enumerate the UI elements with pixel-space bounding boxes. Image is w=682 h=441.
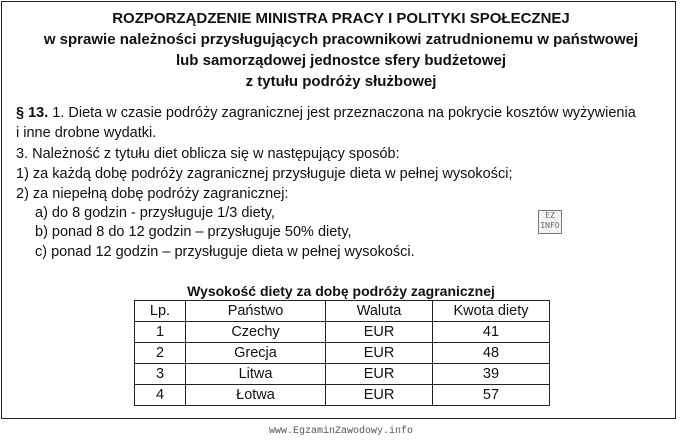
paragraph-3-point-2: 2) za niepełną dobę podróży zagranicznej: bbox=[16, 186, 289, 202]
header-currency: Waluta bbox=[326, 301, 433, 322]
cell-country: Łotwa bbox=[186, 385, 326, 406]
regulation-subtitle-line3: z tytułu podróży służbowej bbox=[245, 73, 437, 90]
per-diem-table bbox=[134, 300, 550, 406]
cell-amount: 39 bbox=[433, 364, 550, 385]
cell-currency: EUR bbox=[326, 322, 433, 343]
watermark-logo: EZ INFO bbox=[538, 210, 562, 234]
regulation-title: ROZPORZĄDZENIE MINISTRA PRACY I POLITYKI SPOŁECZNEJ bbox=[112, 10, 570, 27]
section-number: § 13. bbox=[16, 105, 49, 121]
cell-currency: EUR bbox=[326, 364, 433, 385]
regulation-subtitle-line2: lub samorządowej jednostce sfery budżetowej bbox=[175, 52, 507, 69]
paragraph-1-text: 1. Dieta w czasie podróży zagranicznej jest przeznaczona na pokrycie kosztów wyżywienia bbox=[48, 105, 636, 121]
cell-lp: 1 bbox=[135, 322, 186, 343]
paragraph-3-point-2c: c) ponad 12 godzin – przysługuje dieta w pełnej wysokości. bbox=[35, 244, 415, 260]
paragraph-3-point-2a: a) do 8 godzin - przysługuje 1/3 diety, bbox=[35, 205, 275, 221]
cell-country: Czechy bbox=[186, 322, 326, 343]
cell-country: Litwa bbox=[186, 364, 326, 385]
table-caption: Wysokość diety za dobę podróży zagranicznej bbox=[187, 283, 495, 299]
table-row bbox=[135, 322, 550, 343]
regulation-subtitle-line1: w sprawie należności przysługujących pracownikowi zatrudnionemu w państwowej bbox=[43, 31, 639, 48]
cell-amount: 41 bbox=[433, 322, 550, 343]
paragraph-3-point-2b: b) ponad 8 do 12 godzin – przysługuje 50% diety, bbox=[35, 224, 352, 240]
cell-amount: 57 bbox=[433, 385, 550, 406]
paragraph-3-point-1: 1) za każdą dobę podróży zagranicznej przysługuje dieta w pełnej wysokości; bbox=[16, 166, 513, 182]
paragraph-3: 3. Należność z tytułu diet oblicza się w następujący sposób: bbox=[16, 146, 400, 162]
cell-lp: 3 bbox=[135, 364, 186, 385]
table-row bbox=[135, 343, 550, 364]
table-row bbox=[135, 364, 550, 385]
paragraph-1-continuation: i inne drobne wydatki. bbox=[16, 125, 157, 141]
cell-lp: 4 bbox=[135, 385, 186, 406]
cell-amount: 48 bbox=[433, 343, 550, 364]
cell-currency: EUR bbox=[326, 385, 433, 406]
cell-lp: 2 bbox=[135, 343, 186, 364]
header-country: Państwo bbox=[186, 301, 326, 322]
source-url: www.EgzaminZawodowy.info bbox=[268, 426, 414, 437]
header-amount: Kwota diety bbox=[433, 301, 550, 322]
header-lp: Lp. bbox=[135, 301, 186, 322]
cell-currency: EUR bbox=[326, 343, 433, 364]
paragraph-1 bbox=[16, 104, 636, 123]
cell-country: Grecja bbox=[186, 343, 326, 364]
table-row bbox=[135, 385, 550, 406]
table-header-row bbox=[135, 301, 550, 322]
